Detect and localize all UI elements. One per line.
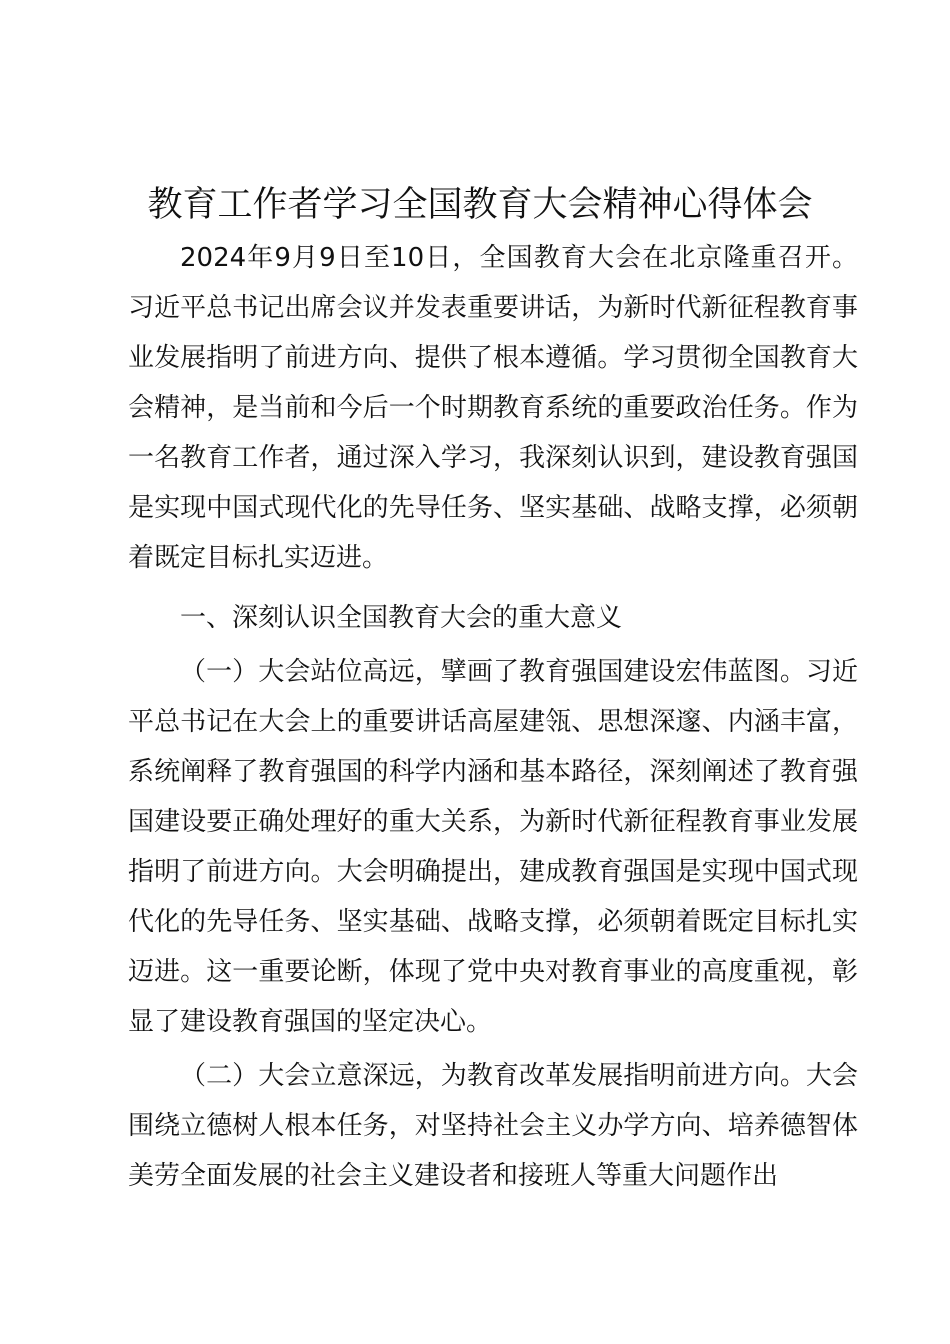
section-1-paragraph-2: （二）大会立意深远，为教育改革发展指明前进方向。大会围绕立德树人根本任务，对坚持社会主义办学方向、培养德智体美劳全面发展的社会主义建设者和接班人等重大问题作出 bbox=[128, 1061, 858, 1191]
section-1-paragraph-1: （一）大会站位高远，擘画了教育强国建设宏伟蓝图。习近平总书记在大会上的重要讲话高屋建瓴、思想深邃、内涵丰富，系统阐释了教育强国的科学内涵和基本路径，深刻阐述了教育强国建设要正确处理好的重大关系，为新时代新征程教育事业发展指明了前进方向。大会明确提出，建成教育强国是实现中国式现代化的先导任务、坚实基础、战略支撑，必须朝着既定目标扎实迈进。这一重要论断，体现了党中央对教育事业的高度重视，彰显了建设教育强国的坚定决心。 bbox=[128, 657, 858, 1037]
document-body bbox=[128, 233, 858, 1201]
document-title: 教育工作者学习全国教育大会精神心得体会 bbox=[147, 185, 813, 225]
section-heading-1: 一、深刻认识全国教育大会的重大意义 bbox=[180, 603, 623, 633]
intro-paragraph: 2024年9月9日至10日，全国教育大会在北京隆重召开。习近平总书记出席会议并发表重要讲话，为新时代新征程教育事业发展指明了前进方向、提供了根本遵循。学习贯彻全国教育大会精神，是当前和今后一个时期教育系统的重要政治任务。作为一名教育工作者，通过深入学习，我深刻认识到，建设教育强国是实现中国式现代化的先导任务、坚实基础、战略支撑，必须朝着既定目标扎实迈进。 bbox=[128, 243, 858, 573]
